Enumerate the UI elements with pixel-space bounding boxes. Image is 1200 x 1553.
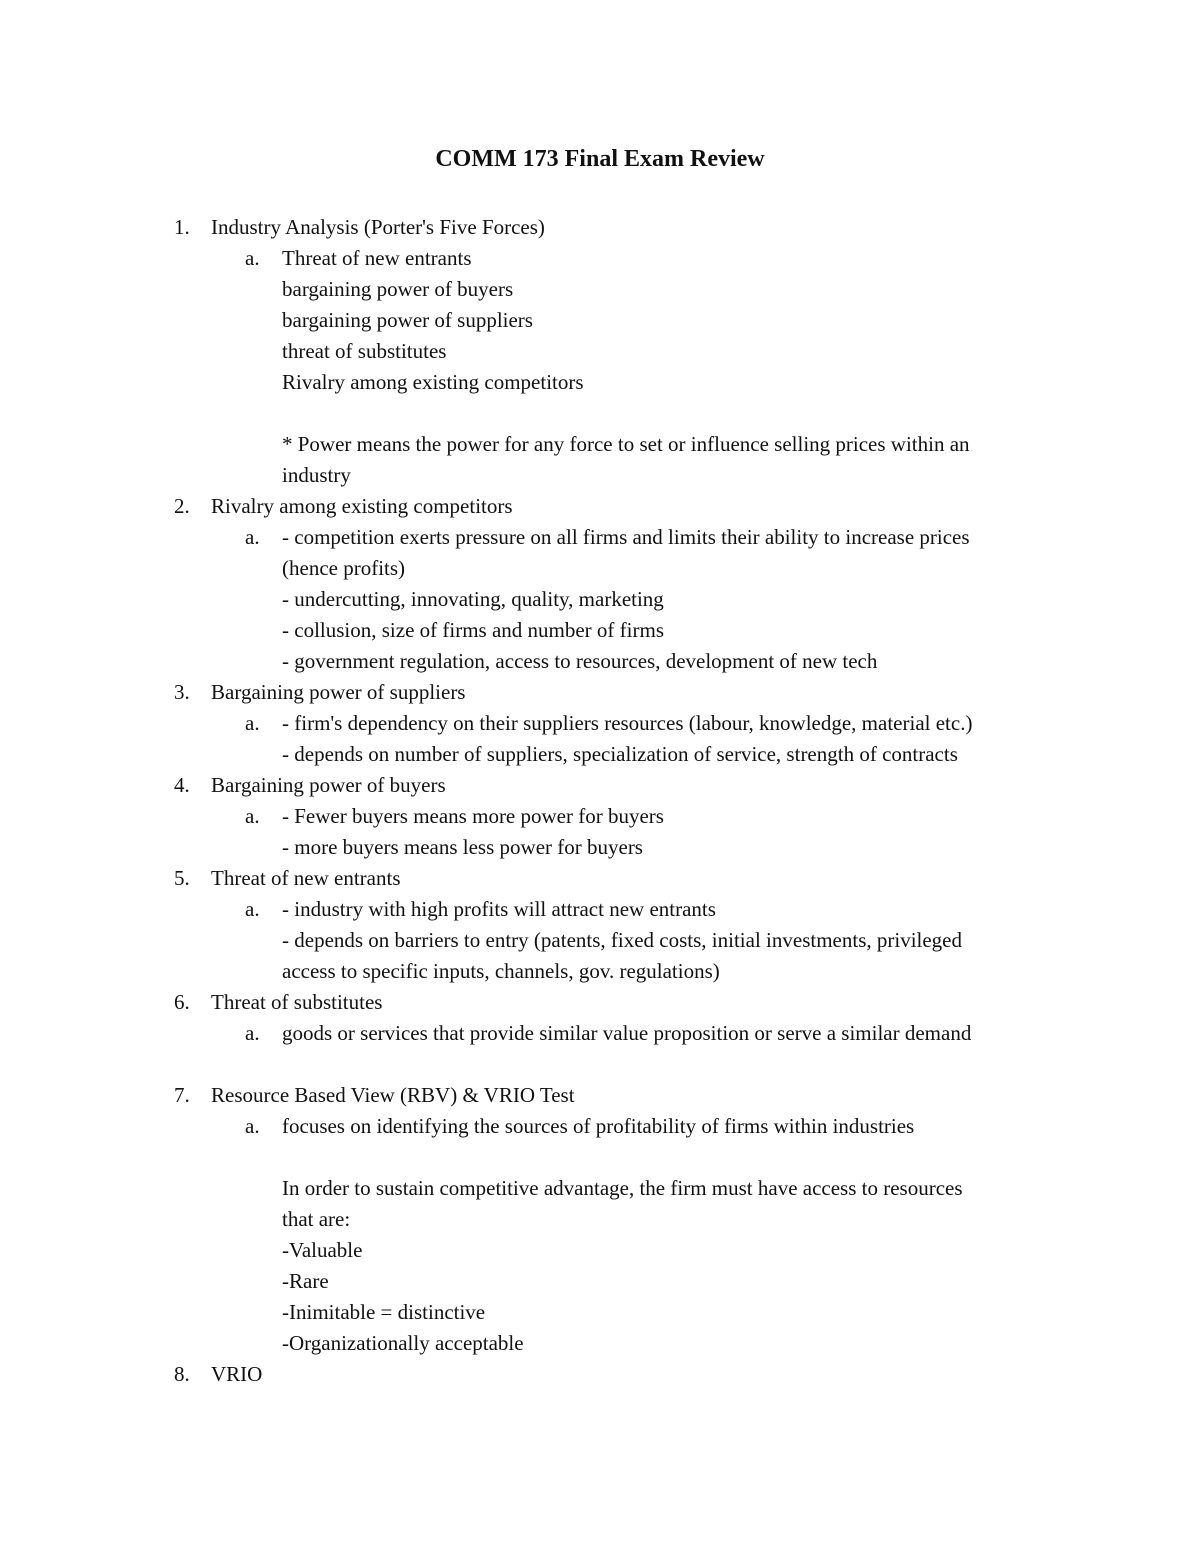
sub-item-text: - undercutting, innovating, quality, marketing <box>282 587 664 611</box>
sub-item-line <box>0 956 1200 987</box>
sub-item-text: - firm's dependency on their suppliers resources (labour, knowledge, material etc.) <box>282 711 973 735</box>
item-heading: Bargaining power of suppliers <box>211 680 466 704</box>
sub-item-line <box>0 1297 1200 1328</box>
sub-item-line <box>0 243 1200 274</box>
sub-item-marker: a. <box>245 525 260 549</box>
sub-item-text: - collusion, size of firms and number of firms <box>282 618 664 642</box>
sub-item-marker: a. <box>245 1114 260 1138</box>
sub-item-text: - competition exerts pressure on all firms and limits their ability to increase prices <box>282 525 970 549</box>
sub-item-line <box>0 584 1200 615</box>
item-number: 7. <box>174 1083 190 1107</box>
list-item <box>0 987 1200 1018</box>
sub-item-line <box>0 894 1200 925</box>
sub-item-marker: a. <box>245 804 260 828</box>
item-number: 3. <box>174 680 190 704</box>
sub-item-text: that are: <box>282 1207 351 1231</box>
sub-item-text: -Rare <box>282 1269 329 1293</box>
sub-item-line <box>0 925 1200 956</box>
sub-item-text: - more buyers means less power for buyers <box>282 835 643 859</box>
sub-item-line <box>0 615 1200 646</box>
sub-item-text: -Organizationally acceptable <box>282 1331 524 1355</box>
sub-item-line <box>0 708 1200 739</box>
sub-item-text: threat of substitutes <box>282 339 447 363</box>
item-heading: Bargaining power of buyers <box>211 773 446 797</box>
list-item <box>0 1359 1200 1390</box>
sub-item-text: bargaining power of suppliers <box>282 308 533 332</box>
sub-item-text: - government regulation, access to resources, development of new tech <box>282 649 878 673</box>
outline-list <box>0 212 1200 1390</box>
sub-item-text: access to specific inputs, channels, gov. regulations) <box>282 959 720 983</box>
sub-item-text: - depends on number of suppliers, specialization of service, strength of contracts <box>282 742 958 766</box>
item-heading: Industry Analysis (Porter's Five Forces) <box>211 215 545 239</box>
sub-item-line <box>0 367 1200 398</box>
sub-item-marker: a. <box>245 711 260 735</box>
sub-item-line <box>0 274 1200 305</box>
sub-item-line <box>0 1173 1200 1204</box>
sub-item-marker: a. <box>245 897 260 921</box>
blank-line <box>0 1049 1200 1080</box>
sub-item-text: industry <box>282 463 351 487</box>
sub-item-line <box>0 429 1200 460</box>
sub-item-text: -Valuable <box>282 1238 363 1262</box>
sub-item-text: Threat of new entrants <box>282 246 472 270</box>
item-heading: Threat of substitutes <box>211 990 383 1014</box>
list-item <box>0 770 1200 801</box>
sub-item-line <box>0 1018 1200 1049</box>
sub-item-line <box>0 1266 1200 1297</box>
item-heading: Resource Based View (RBV) & VRIO Test <box>211 1083 575 1107</box>
item-number: 4. <box>174 773 190 797</box>
sub-item-text: - depends on barriers to entry (patents, fixed costs, initial investments, privileged <box>282 928 962 952</box>
sub-item-line <box>0 739 1200 770</box>
item-number: 8. <box>174 1362 190 1386</box>
sub-item-line <box>0 522 1200 553</box>
sub-item-text: - Fewer buyers means more power for buyers <box>282 804 664 828</box>
list-item <box>0 863 1200 894</box>
sub-item-line <box>0 646 1200 677</box>
item-number: 5. <box>174 866 190 890</box>
sub-item-line <box>0 460 1200 491</box>
item-heading: VRIO <box>211 1362 263 1386</box>
page-title: COMM 173 Final Exam Review <box>435 146 765 172</box>
list-item <box>0 212 1200 243</box>
blank-line <box>0 398 1200 429</box>
sub-item-text: In order to sustain competitive advantage, the firm must have access to resources <box>282 1176 963 1200</box>
list-item <box>0 677 1200 708</box>
list-item <box>0 1080 1200 1111</box>
sub-item-line <box>0 305 1200 336</box>
item-number: 2. <box>174 494 190 518</box>
sub-item-text: goods or services that provide similar value proposition or serve a similar demand <box>282 1021 972 1045</box>
sub-item-line <box>0 553 1200 584</box>
item-number: 6. <box>174 990 190 1014</box>
sub-item-text: * Power means the power for any force to set or influence selling prices within an <box>282 432 970 456</box>
sub-item-text: Rivalry among existing competitors <box>282 370 584 394</box>
item-heading: Threat of new entrants <box>211 866 401 890</box>
item-heading: Rivalry among existing competitors <box>211 494 513 518</box>
sub-item-marker: a. <box>245 246 260 270</box>
item-number: 1. <box>174 215 190 239</box>
sub-item-text: -Inimitable = distinctive <box>282 1300 486 1324</box>
sub-item-text: - industry with high profits will attract new entrants <box>282 897 716 921</box>
sub-item-line <box>0 336 1200 367</box>
sub-item-line <box>0 1111 1200 1142</box>
sub-item-text: bargaining power of buyers <box>282 277 514 301</box>
sub-item-line <box>0 1235 1200 1266</box>
sub-item-text: focuses on identifying the sources of profitability of firms within industries <box>282 1114 915 1138</box>
list-item <box>0 491 1200 522</box>
sub-item-line <box>0 1204 1200 1235</box>
blank-line <box>0 1142 1200 1173</box>
sub-item-line <box>0 1328 1200 1359</box>
sub-item-line <box>0 801 1200 832</box>
sub-item-text: (hence profits) <box>282 556 406 580</box>
sub-item-line <box>0 832 1200 863</box>
sub-item-marker: a. <box>245 1021 260 1045</box>
